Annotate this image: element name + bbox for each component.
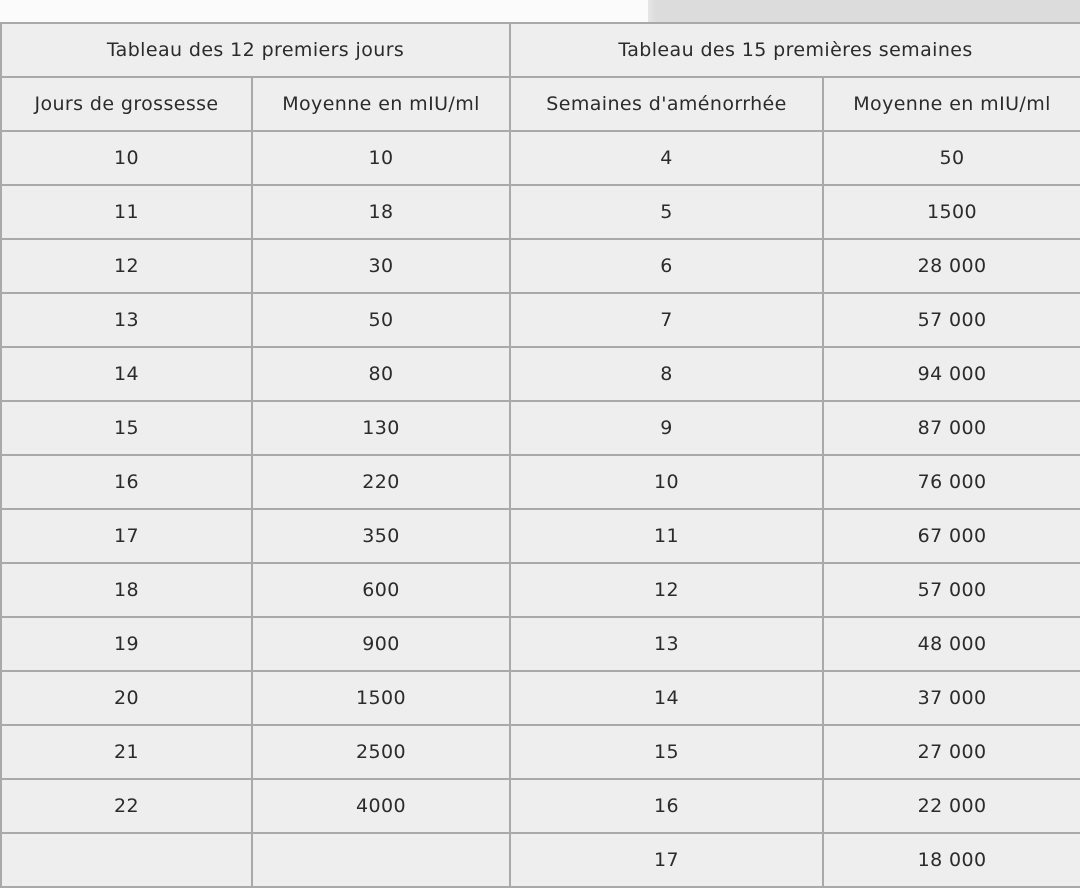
cell-pregnancy-day: 11: [1, 185, 252, 239]
cell-amenorrhea-week: 5: [510, 185, 823, 239]
scroll-shadow-strip: [648, 0, 1080, 23]
table-row: [1, 455, 1080, 509]
cell-amenorrhea-week: 8: [510, 347, 823, 401]
table-row: [1, 833, 1080, 887]
cell-pregnancy-day: 10: [1, 131, 252, 185]
cell-day-mean: 130: [252, 401, 510, 455]
cell-pregnancy-day: 17: [1, 509, 252, 563]
cell-week-mean: 37 000: [823, 671, 1080, 725]
cell-day-mean: 1500: [252, 671, 510, 725]
cell-week-mean: 87 000: [823, 401, 1080, 455]
cell-week-mean: 94 000: [823, 347, 1080, 401]
cell-day-mean: 2500: [252, 725, 510, 779]
hcg-table: [0, 22, 1080, 888]
cell-amenorrhea-week: 12: [510, 563, 823, 617]
cell-amenorrhea-week: 6: [510, 239, 823, 293]
table-row: [1, 293, 1080, 347]
column-header-days-mean: Moyenne en mIU/ml: [252, 77, 510, 131]
cell-week-mean: 50: [823, 131, 1080, 185]
cell-amenorrhea-week: 13: [510, 617, 823, 671]
cell-week-mean: 1500: [823, 185, 1080, 239]
table-row: [1, 563, 1080, 617]
top-strip: [0, 0, 1080, 23]
cell-pregnancy-day: 16: [1, 455, 252, 509]
cell-week-mean: 76 000: [823, 455, 1080, 509]
cell-day-mean: 600: [252, 563, 510, 617]
cell-pregnancy-day: 20: [1, 671, 252, 725]
group-header-weeks: Tableau des 15 premières semaines: [510, 23, 1080, 77]
table-row: [1, 725, 1080, 779]
cell-week-mean: 22 000: [823, 779, 1080, 833]
table-row: [1, 617, 1080, 671]
table-row: [1, 239, 1080, 293]
cell-week-mean: 28 000: [823, 239, 1080, 293]
group-header-days: Tableau des 12 premiers jours: [1, 23, 510, 77]
cell-pregnancy-day: 18: [1, 563, 252, 617]
cell-pregnancy-day: 12: [1, 239, 252, 293]
cell-amenorrhea-week: 11: [510, 509, 823, 563]
cell-week-mean: 48 000: [823, 617, 1080, 671]
table-row: [1, 779, 1080, 833]
table-row: [1, 671, 1080, 725]
column-header-row: [1, 77, 1080, 131]
table-row: [1, 509, 1080, 563]
cell-week-mean: 18 000: [823, 833, 1080, 887]
cell-pregnancy-day: [1, 833, 252, 887]
cell-day-mean: 18: [252, 185, 510, 239]
table-row: [1, 185, 1080, 239]
cell-day-mean: 4000: [252, 779, 510, 833]
cell-amenorrhea-week: 16: [510, 779, 823, 833]
cell-day-mean: 50: [252, 293, 510, 347]
group-header-row: [1, 23, 1080, 77]
page-background-strip: [0, 0, 648, 23]
table-row: [1, 401, 1080, 455]
table-row: [1, 131, 1080, 185]
column-header-days: Jours de grossesse: [1, 77, 252, 131]
table-row: [1, 347, 1080, 401]
cell-pregnancy-day: 21: [1, 725, 252, 779]
cell-pregnancy-day: 13: [1, 293, 252, 347]
column-header-weeks-mean: Moyenne en mIU/ml: [823, 77, 1080, 131]
cell-week-mean: 57 000: [823, 563, 1080, 617]
hcg-table-body: [1, 23, 1080, 887]
column-header-weeks: Semaines d'aménorrhée: [510, 77, 823, 131]
cell-day-mean: 900: [252, 617, 510, 671]
cell-day-mean: [252, 833, 510, 887]
cell-amenorrhea-week: 10: [510, 455, 823, 509]
cell-amenorrhea-week: 14: [510, 671, 823, 725]
cell-amenorrhea-week: 7: [510, 293, 823, 347]
cell-week-mean: 27 000: [823, 725, 1080, 779]
cell-pregnancy-day: 15: [1, 401, 252, 455]
cell-day-mean: 220: [252, 455, 510, 509]
cell-pregnancy-day: 22: [1, 779, 252, 833]
cell-amenorrhea-week: 15: [510, 725, 823, 779]
cell-week-mean: 67 000: [823, 509, 1080, 563]
cell-day-mean: 350: [252, 509, 510, 563]
cell-week-mean: 57 000: [823, 293, 1080, 347]
cell-day-mean: 10: [252, 131, 510, 185]
cell-pregnancy-day: 14: [1, 347, 252, 401]
cell-pregnancy-day: 19: [1, 617, 252, 671]
cell-amenorrhea-week: 4: [510, 131, 823, 185]
cell-day-mean: 80: [252, 347, 510, 401]
cell-amenorrhea-week: 17: [510, 833, 823, 887]
cell-day-mean: 30: [252, 239, 510, 293]
cell-amenorrhea-week: 9: [510, 401, 823, 455]
